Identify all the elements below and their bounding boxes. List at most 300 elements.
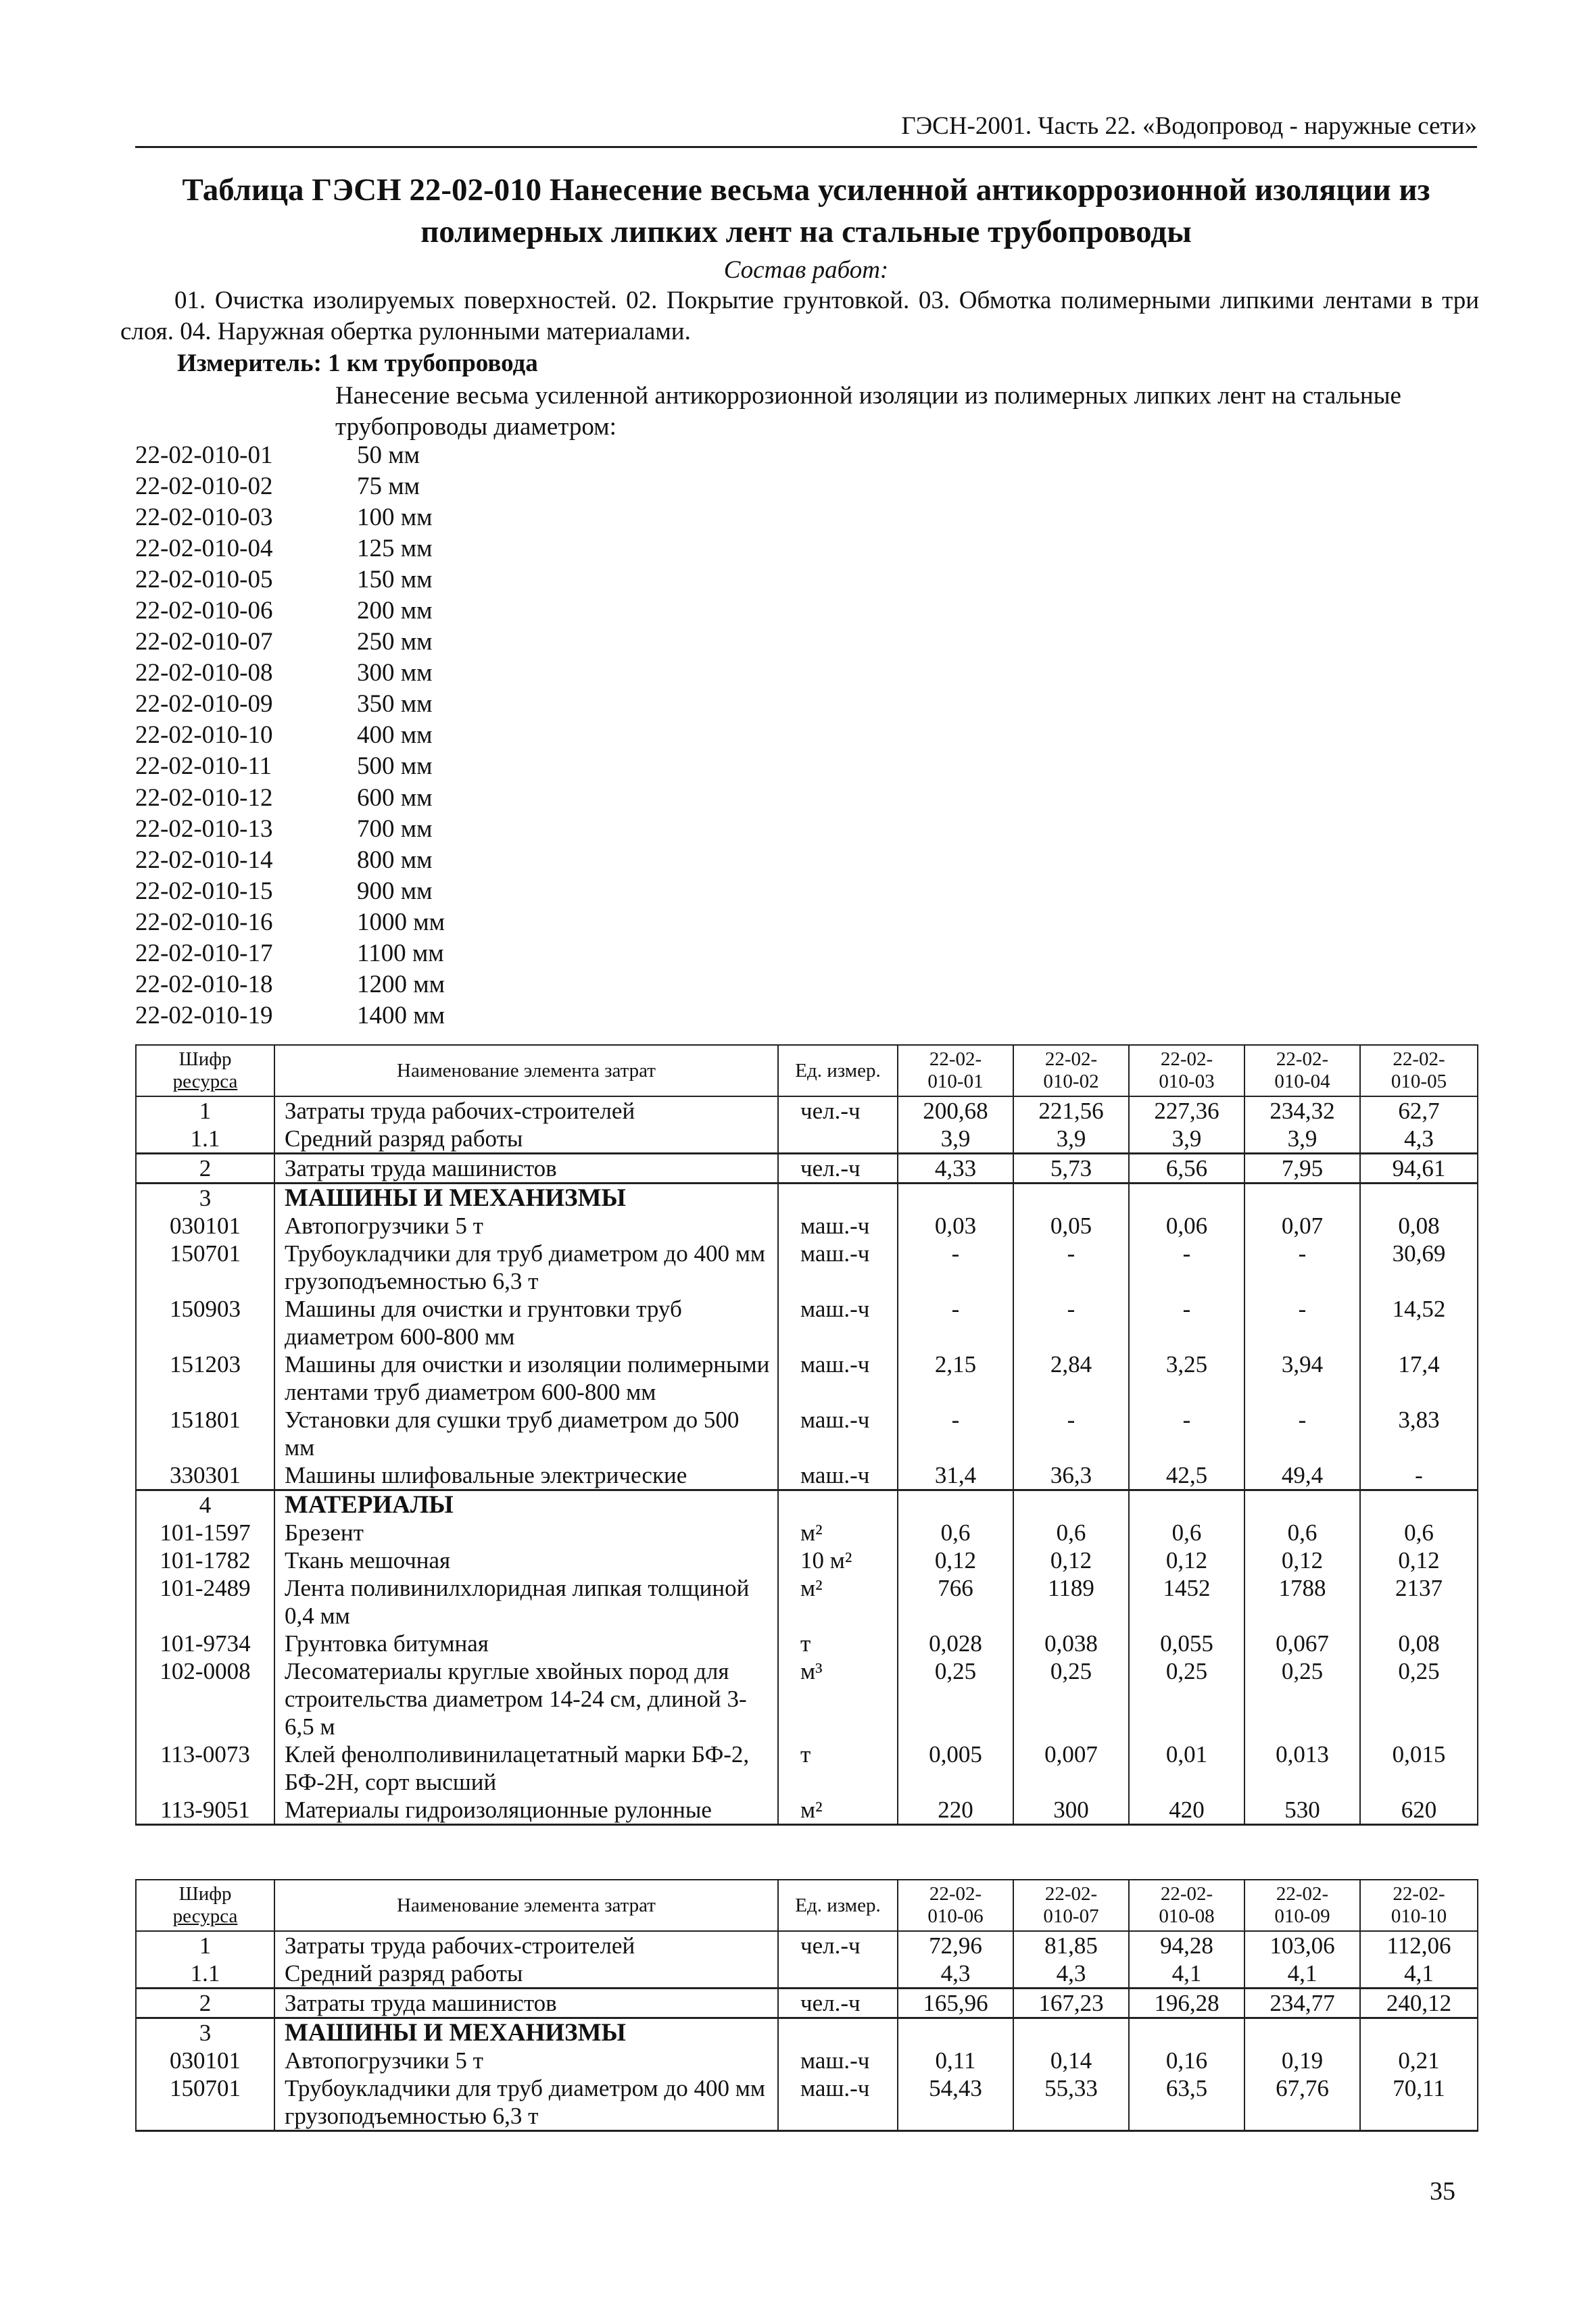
norm-value: 2,84 bbox=[1013, 1350, 1129, 1406]
cost-element-name: Лесоматериалы круглые хвойных пород для строительства диаметром 14-24 см, длиной 3-6,5 м bbox=[274, 1657, 778, 1740]
unit-of-measure: чел.-ч bbox=[778, 1154, 898, 1184]
norm-value: 0,14 bbox=[1013, 2047, 1129, 2074]
norm-value: 4,1 bbox=[1360, 1959, 1478, 1989]
norm-value: 0,07 bbox=[1244, 1212, 1360, 1240]
norm-value: 36,3 bbox=[1013, 1461, 1129, 1490]
column-header: 22-02- 010-01 bbox=[898, 1045, 1013, 1096]
norm-value: 2,15 bbox=[898, 1350, 1013, 1406]
table-row bbox=[136, 1989, 1478, 2018]
norm-value: 63,5 bbox=[1129, 2074, 1244, 2131]
norm-value bbox=[1360, 2018, 1478, 2047]
cost-element-name: МАШИНЫ И МЕХАНИЗМЫ bbox=[274, 1184, 778, 1213]
resource-code: 101-1597 bbox=[136, 1519, 274, 1546]
resource-code: 1 bbox=[136, 1931, 274, 1959]
cost-element-name: Клей фенолполивинилацетатный марки БФ-2, БФ-2Н, сорт высший bbox=[274, 1740, 778, 1796]
variant-code: 22-02-010-06 bbox=[135, 597, 273, 625]
norm-value: 72,96 bbox=[898, 1931, 1013, 1959]
variant-row bbox=[135, 751, 492, 782]
title-line-1: Таблица ГЭСН 22-02-010 Нанесение весьма усиленной антикоррозионной изоляции из bbox=[182, 172, 1430, 208]
variant-code: 22-02-010-07 bbox=[135, 628, 273, 656]
table-row bbox=[136, 1350, 1478, 1406]
norm-value: - bbox=[1013, 1295, 1129, 1350]
variant-row bbox=[135, 969, 492, 1000]
norm-value: 1452 bbox=[1129, 1574, 1244, 1630]
norm-value: 0,12 bbox=[1244, 1546, 1360, 1574]
resource-code: 101-9734 bbox=[136, 1630, 274, 1657]
unit-of-measure: м² bbox=[778, 1519, 898, 1546]
norm-value: 3,25 bbox=[1129, 1350, 1244, 1406]
norm-value: 0,6 bbox=[1129, 1519, 1244, 1546]
table-row bbox=[136, 1796, 1478, 1825]
column-header: 22-02- 010-04 bbox=[1244, 1045, 1360, 1096]
variant-row bbox=[135, 845, 492, 876]
unit-of-measure: т bbox=[778, 1740, 898, 1796]
variant-row bbox=[135, 440, 492, 471]
variant-row bbox=[135, 814, 492, 845]
variant-diameter: 350 мм bbox=[357, 690, 433, 718]
norm-value bbox=[1244, 2018, 1360, 2047]
unit-of-measure: т bbox=[778, 1630, 898, 1657]
norm-value: 70,11 bbox=[1360, 2074, 1478, 2131]
norm-value: 4,3 bbox=[898, 1959, 1013, 1989]
norm-value: 3,83 bbox=[1360, 1406, 1478, 1461]
norm-value: 234,32 bbox=[1244, 1096, 1360, 1125]
norm-value bbox=[1013, 1184, 1129, 1213]
norm-value: 0,19 bbox=[1244, 2047, 1360, 2074]
norm-value: 4,33 bbox=[898, 1154, 1013, 1184]
variant-code: 22-02-010-02 bbox=[135, 472, 273, 501]
unit-of-measure: м² bbox=[778, 1796, 898, 1825]
norm-value: - bbox=[1129, 1295, 1244, 1350]
norm-value: 0,11 bbox=[898, 2047, 1013, 2074]
variant-diameter: 1400 мм bbox=[357, 1001, 445, 1029]
variant-diameter: 200 мм bbox=[357, 597, 433, 625]
unit-of-measure: 10 м² bbox=[778, 1546, 898, 1574]
resource-code: 2 bbox=[136, 1989, 274, 2018]
norm-value: 0,015 bbox=[1360, 1740, 1478, 1796]
variant-code: 22-02-010-11 bbox=[135, 752, 272, 781]
norm-value: - bbox=[898, 1295, 1013, 1350]
works-text: 01. Очистка изолируемых поверхностей. 02. Покрытие грунтовкой. 03. Обмотка полимерными липкими лентами в три слоя. 04. Наружная обертка рулонными материалами. bbox=[120, 287, 1479, 345]
resource-code: 101-2489 bbox=[136, 1574, 274, 1630]
variant-code: 22-02-010-05 bbox=[135, 566, 273, 594]
unit-of-measure: маш.-ч bbox=[778, 1295, 898, 1350]
name-header: Наименование элемента затрат bbox=[274, 1880, 778, 1931]
norm-value: 240,12 bbox=[1360, 1989, 1478, 2018]
variant-diameter: 1100 мм bbox=[357, 939, 444, 967]
variant-code: 22-02-010-16 bbox=[135, 908, 273, 936]
resource-code: 150701 bbox=[136, 1240, 274, 1295]
resource-code: 150701 bbox=[136, 2074, 274, 2131]
cost-element-name: Средний разряд работы bbox=[274, 1959, 778, 1989]
norm-value bbox=[1013, 1490, 1129, 1519]
table-row bbox=[136, 1406, 1478, 1461]
unit-of-measure: чел.-ч bbox=[778, 1931, 898, 1959]
norm-value: 0,005 bbox=[898, 1740, 1013, 1796]
variant-diameter: 700 мм bbox=[357, 814, 433, 843]
variant-row bbox=[135, 627, 492, 658]
unit-of-measure: маш.-ч bbox=[778, 1240, 898, 1295]
norm-value: - bbox=[1013, 1406, 1129, 1461]
cost-element-name: Лента поливинилхлоридная липкая толщиной 0,4 мм bbox=[274, 1574, 778, 1630]
norm-value: 530 bbox=[1244, 1796, 1360, 1825]
name-header: Наименование элемента затрат bbox=[274, 1045, 778, 1096]
resource-code: 3 bbox=[136, 2018, 274, 2047]
norm-value: 0,21 bbox=[1360, 2047, 1478, 2074]
variant-row bbox=[135, 658, 492, 689]
norm-value bbox=[1129, 1490, 1244, 1519]
table-row bbox=[136, 1096, 1478, 1125]
table-row bbox=[136, 1519, 1478, 1546]
resource-code: 3 bbox=[136, 1184, 274, 1213]
norm-value: 3,9 bbox=[1244, 1125, 1360, 1154]
norm-value: 0,25 bbox=[898, 1657, 1013, 1740]
unit-of-measure: маш.-ч bbox=[778, 1461, 898, 1490]
variant-code: 22-02-010-18 bbox=[135, 970, 273, 998]
norm-value: 420 bbox=[1129, 1796, 1244, 1825]
norm-value: 0,12 bbox=[1013, 1546, 1129, 1574]
table-row bbox=[136, 1295, 1478, 1350]
table-row bbox=[136, 1546, 1478, 1574]
norm-value: 0,067 bbox=[1244, 1630, 1360, 1657]
norm-value: 620 bbox=[1360, 1796, 1478, 1825]
resource-code: 151801 bbox=[136, 1406, 274, 1461]
variant-diameter: 1000 мм bbox=[357, 908, 445, 936]
norm-value: 0,12 bbox=[1360, 1546, 1478, 1574]
variant-diameter: 75 мм bbox=[357, 472, 420, 501]
table-row bbox=[136, 2047, 1478, 2074]
resource-code: 1.1 bbox=[136, 1125, 274, 1154]
variant-diameter: 1200 мм bbox=[357, 970, 445, 998]
variant-code: 22-02-010-09 bbox=[135, 690, 273, 718]
cost-element-name: МАШИНЫ И МЕХАНИЗМЫ bbox=[274, 2018, 778, 2047]
resource-code: 101-1782 bbox=[136, 1546, 274, 1574]
variant-row bbox=[135, 1000, 492, 1031]
variant-diameter: 100 мм bbox=[357, 504, 433, 532]
norm-value: - bbox=[1129, 1240, 1244, 1295]
norm-value: 4,3 bbox=[1360, 1125, 1478, 1154]
norm-value: 0,038 bbox=[1013, 1630, 1129, 1657]
table-title bbox=[135, 169, 1477, 253]
variant-code: 22-02-010-15 bbox=[135, 877, 273, 905]
norm-value: 234,77 bbox=[1244, 1989, 1360, 2018]
table-row bbox=[136, 2018, 1478, 2047]
unit-header: Ед. измер. bbox=[778, 1880, 898, 1931]
norm-value bbox=[1360, 1184, 1478, 1213]
unit-of-measure: маш.-ч bbox=[778, 1406, 898, 1461]
variant-code: 22-02-010-19 bbox=[135, 1001, 273, 1029]
cost-element-name: Трубоукладчики для труб диаметром до 400 мм грузоподъемностью 6,3 т bbox=[274, 1240, 778, 1295]
variant-diameter: 125 мм bbox=[357, 535, 433, 563]
norm-value: - bbox=[1244, 1406, 1360, 1461]
variant-code: 22-02-010-10 bbox=[135, 721, 273, 750]
norm-value: 1788 bbox=[1244, 1574, 1360, 1630]
unit-of-measure bbox=[778, 1125, 898, 1154]
norm-value: - bbox=[1360, 1461, 1478, 1490]
variant-row bbox=[135, 876, 492, 907]
table-row bbox=[136, 1184, 1478, 1213]
norm-value: 0,007 bbox=[1013, 1740, 1129, 1796]
norm-value: 94,61 bbox=[1360, 1154, 1478, 1184]
norm-value: 4,1 bbox=[1129, 1959, 1244, 1989]
cost-element-name: Средний разряд работы bbox=[274, 1125, 778, 1154]
cost-element-name: Ткань мешочная bbox=[274, 1546, 778, 1574]
norm-value: 112,06 bbox=[1360, 1931, 1478, 1959]
variant-diameter: 50 мм bbox=[357, 441, 420, 469]
variant-row bbox=[135, 471, 492, 502]
table-row bbox=[136, 1657, 1478, 1740]
table-row bbox=[136, 1154, 1478, 1184]
norm-value: 49,4 bbox=[1244, 1461, 1360, 1490]
resource-code: 030101 bbox=[136, 2047, 274, 2074]
resource-code: 2 bbox=[136, 1154, 274, 1184]
unit-of-measure: маш.-ч bbox=[778, 2074, 898, 2131]
cost-element-name: Брезент bbox=[274, 1519, 778, 1546]
norm-value: 62,7 bbox=[1360, 1096, 1478, 1125]
norm-value: 0,05 bbox=[1013, 1212, 1129, 1240]
variant-row bbox=[135, 720, 492, 751]
unit-of-measure bbox=[778, 1490, 898, 1519]
cost-element-name: Автопогрузчики 5 т bbox=[274, 2047, 778, 2074]
norm-value: 0,12 bbox=[898, 1546, 1013, 1574]
cost-element-name: МАТЕРИАЛЫ bbox=[274, 1490, 778, 1519]
norm-value: - bbox=[1129, 1406, 1244, 1461]
norm-value: 67,76 bbox=[1244, 2074, 1360, 2131]
norm-value: 3,9 bbox=[1129, 1125, 1244, 1154]
cost-element-name: Затраты труда машинистов bbox=[274, 1989, 778, 2018]
norm-value bbox=[898, 1184, 1013, 1213]
norm-value: 30,69 bbox=[1360, 1240, 1478, 1295]
unit-of-measure: чел.-ч bbox=[778, 1096, 898, 1125]
variant-diameter: 150 мм bbox=[357, 566, 433, 594]
cost-element-name: Трубоукладчики для труб диаметром до 400 мм грузоподъемностью 6,3 т bbox=[274, 2074, 778, 2131]
norm-value: - bbox=[1013, 1240, 1129, 1295]
norm-value: 0,055 bbox=[1129, 1630, 1244, 1657]
unit-of-measure bbox=[778, 1959, 898, 1989]
table-row bbox=[136, 2074, 1478, 2131]
norm-value bbox=[898, 2018, 1013, 2047]
norm-value bbox=[898, 1490, 1013, 1519]
unit-of-measure: м² bbox=[778, 1574, 898, 1630]
variant-diameter: 500 мм bbox=[357, 752, 433, 781]
table-row bbox=[136, 1630, 1478, 1657]
variant-row bbox=[135, 689, 492, 720]
norm-value: 167,23 bbox=[1013, 1989, 1129, 2018]
variant-diameter: 800 мм bbox=[357, 846, 433, 874]
cost-element-name: Грунтовка битумная bbox=[274, 1630, 778, 1657]
variant-code: 22-02-010-01 bbox=[135, 441, 273, 469]
variant-code: 22-02-010-17 bbox=[135, 939, 273, 967]
norm-value: 0,25 bbox=[1129, 1657, 1244, 1740]
code-header: Шифр ресурса bbox=[136, 1045, 274, 1096]
column-header: 22-02- 010-09 bbox=[1244, 1880, 1360, 1931]
norm-value: 7,95 bbox=[1244, 1154, 1360, 1184]
table-row bbox=[136, 1740, 1478, 1796]
norm-value: 4,3 bbox=[1013, 1959, 1129, 1989]
norm-value: - bbox=[1244, 1240, 1360, 1295]
variant-code: 22-02-010-04 bbox=[135, 535, 273, 563]
variant-diameter: 400 мм bbox=[357, 721, 433, 750]
resource-code: 1.1 bbox=[136, 1959, 274, 1989]
norm-value: 2137 bbox=[1360, 1574, 1478, 1630]
cost-element-name: Машины для очистки и грунтовки труб диаметром 600-800 мм bbox=[274, 1295, 778, 1350]
variant-list bbox=[135, 440, 492, 1031]
variant-row bbox=[135, 564, 492, 595]
norm-value bbox=[1360, 1490, 1478, 1519]
unit-of-measure bbox=[778, 2018, 898, 2047]
norm-value: 5,73 bbox=[1013, 1154, 1129, 1184]
variant-row bbox=[135, 502, 492, 533]
norm-value: 0,6 bbox=[1360, 1519, 1478, 1546]
unit-of-measure: маш.-ч bbox=[778, 1350, 898, 1406]
resource-code: 330301 bbox=[136, 1461, 274, 1490]
norm-value: 0,03 bbox=[898, 1212, 1013, 1240]
norm-value: 1189 bbox=[1013, 1574, 1129, 1630]
table-row bbox=[136, 1212, 1478, 1240]
variant-diameter: 300 мм bbox=[357, 659, 433, 687]
norm-value: 0,06 bbox=[1129, 1212, 1244, 1240]
norm-value: 55,33 bbox=[1013, 2074, 1129, 2131]
unit-of-measure: маш.-ч bbox=[778, 1212, 898, 1240]
variant-code: 22-02-010-13 bbox=[135, 814, 273, 843]
norm-value bbox=[1013, 2018, 1129, 2047]
cost-element-name: Машины шлифовальные электрические bbox=[274, 1461, 778, 1490]
resource-code: 1 bbox=[136, 1096, 274, 1125]
table-header-row bbox=[136, 1880, 1478, 1931]
norm-value: 0,16 bbox=[1129, 2047, 1244, 2074]
cost-element-name: Установки для сушки труб диаметром до 500 мм bbox=[274, 1406, 778, 1461]
unit-of-measure: маш.-ч bbox=[778, 2047, 898, 2074]
norm-value: 3,9 bbox=[898, 1125, 1013, 1154]
norm-value: 6,56 bbox=[1129, 1154, 1244, 1184]
variant-row bbox=[135, 907, 492, 938]
norm-value: 0,6 bbox=[1013, 1519, 1129, 1546]
page-number: 35 bbox=[1430, 2177, 1455, 2206]
column-header: 22-02- 010-03 bbox=[1129, 1045, 1244, 1096]
norm-value: 0,013 bbox=[1244, 1740, 1360, 1796]
resource-code: 113-0073 bbox=[136, 1740, 274, 1796]
table-header-row bbox=[136, 1045, 1478, 1096]
norm-value: 165,96 bbox=[898, 1989, 1013, 2018]
resource-code: 030101 bbox=[136, 1212, 274, 1240]
unit-header: Ед. измер. bbox=[778, 1045, 898, 1096]
cost-element-name: Автопогрузчики 5 т bbox=[274, 1212, 778, 1240]
norm-value: 42,5 bbox=[1129, 1461, 1244, 1490]
resource-code: 151203 bbox=[136, 1350, 274, 1406]
table-row bbox=[136, 1574, 1478, 1630]
norms-table-2 bbox=[135, 1879, 1478, 2132]
norm-value bbox=[1129, 1184, 1244, 1213]
norm-value: 221,56 bbox=[1013, 1096, 1129, 1125]
unit-of-measure bbox=[778, 1184, 898, 1213]
norm-value: 0,08 bbox=[1360, 1212, 1478, 1240]
variant-diameter: 250 мм bbox=[357, 628, 433, 656]
cost-element-name: Затраты труда рабочих-строителей bbox=[274, 1931, 778, 1959]
norm-value: 4,1 bbox=[1244, 1959, 1360, 1989]
norm-value: 0,6 bbox=[1244, 1519, 1360, 1546]
norm-value: 300 bbox=[1013, 1796, 1129, 1825]
norm-value: 0,25 bbox=[1244, 1657, 1360, 1740]
running-header: ГЭСН-2001. Часть 22. «Водопровод - наружные сети» bbox=[135, 112, 1477, 148]
column-header: 22-02- 010-06 bbox=[898, 1880, 1013, 1931]
norm-value: 0,12 bbox=[1129, 1546, 1244, 1574]
variant-code: 22-02-010-14 bbox=[135, 846, 273, 874]
table-row bbox=[136, 1125, 1478, 1154]
works-description bbox=[120, 285, 1479, 347]
column-header: 22-02- 010-05 bbox=[1360, 1045, 1478, 1096]
variant-code: 22-02-010-08 bbox=[135, 659, 273, 687]
norm-value: 14,52 bbox=[1360, 1295, 1478, 1350]
cost-element-name: Материалы гидроизоляционные рулонные bbox=[274, 1796, 778, 1825]
variant-code: 22-02-010-03 bbox=[135, 504, 273, 532]
measure-unit: Измеритель: 1 км трубопровода bbox=[177, 349, 538, 377]
norm-value: 220 bbox=[898, 1796, 1013, 1825]
unit-of-measure: чел.-ч bbox=[778, 1989, 898, 2018]
cost-element-name: Затраты труда рабочих-строителей bbox=[274, 1096, 778, 1125]
table-row bbox=[136, 1240, 1478, 1295]
norm-value: 0,25 bbox=[1360, 1657, 1478, 1740]
table-row bbox=[136, 1461, 1478, 1490]
column-header: 22-02- 010-10 bbox=[1360, 1880, 1478, 1931]
resource-code: 102-0008 bbox=[136, 1657, 274, 1740]
norm-value: 766 bbox=[898, 1574, 1013, 1630]
unit-of-measure: м³ bbox=[778, 1657, 898, 1740]
norm-value: 0,25 bbox=[1013, 1657, 1129, 1740]
resource-code: 113-9051 bbox=[136, 1796, 274, 1825]
title-line-2: полимерных липких лент на стальные трубопроводы bbox=[420, 214, 1192, 249]
norm-value: 3,94 bbox=[1244, 1350, 1360, 1406]
cost-element-name: Машины для очистки и изоляции полимерными лентами труб диаметром 600-800 мм bbox=[274, 1350, 778, 1406]
variant-code: 22-02-010-12 bbox=[135, 783, 273, 812]
column-header: 22-02- 010-02 bbox=[1013, 1045, 1129, 1096]
variant-row bbox=[135, 783, 492, 814]
cost-element-name: Затраты труда машинистов bbox=[274, 1154, 778, 1184]
norm-value: - bbox=[898, 1406, 1013, 1461]
variant-description: Нанесение весьма усиленной антикоррозионной изоляции из полимерных липких лент на стальные трубопроводы диаметром: bbox=[335, 382, 1401, 441]
resource-code: 4 bbox=[136, 1490, 274, 1519]
table-row bbox=[136, 1490, 1478, 1519]
norm-value: 3,9 bbox=[1013, 1125, 1129, 1154]
norm-value: 103,06 bbox=[1244, 1931, 1360, 1959]
norm-value bbox=[1129, 2018, 1244, 2047]
norm-value: 31,4 bbox=[898, 1461, 1013, 1490]
norm-value bbox=[1244, 1184, 1360, 1213]
variant-diameter: 600 мм bbox=[357, 783, 433, 812]
norm-value: 227,36 bbox=[1129, 1096, 1244, 1125]
norm-value: 200,68 bbox=[898, 1096, 1013, 1125]
norm-value: 17,4 bbox=[1360, 1350, 1478, 1406]
norm-value: 0,08 bbox=[1360, 1630, 1478, 1657]
code-header: Шифр ресурса bbox=[136, 1880, 274, 1931]
variant-row bbox=[135, 938, 492, 969]
norm-value: 81,85 bbox=[1013, 1931, 1129, 1959]
norm-value: 0,6 bbox=[898, 1519, 1013, 1546]
table-row bbox=[136, 1959, 1478, 1989]
norm-value: - bbox=[1244, 1295, 1360, 1350]
norm-value: - bbox=[898, 1240, 1013, 1295]
norms-table-1 bbox=[135, 1044, 1478, 1826]
variant-row bbox=[135, 595, 492, 627]
resource-code: 150903 bbox=[136, 1295, 274, 1350]
table-row bbox=[136, 1931, 1478, 1959]
column-header: 22-02- 010-08 bbox=[1129, 1880, 1244, 1931]
norm-value bbox=[1244, 1490, 1360, 1519]
works-heading: Состав работ: bbox=[723, 256, 889, 284]
norm-value: 54,43 bbox=[898, 2074, 1013, 2131]
norm-value: 0,01 bbox=[1129, 1740, 1244, 1796]
variant-diameter: 900 мм bbox=[357, 877, 433, 905]
norm-value: 196,28 bbox=[1129, 1989, 1244, 2018]
